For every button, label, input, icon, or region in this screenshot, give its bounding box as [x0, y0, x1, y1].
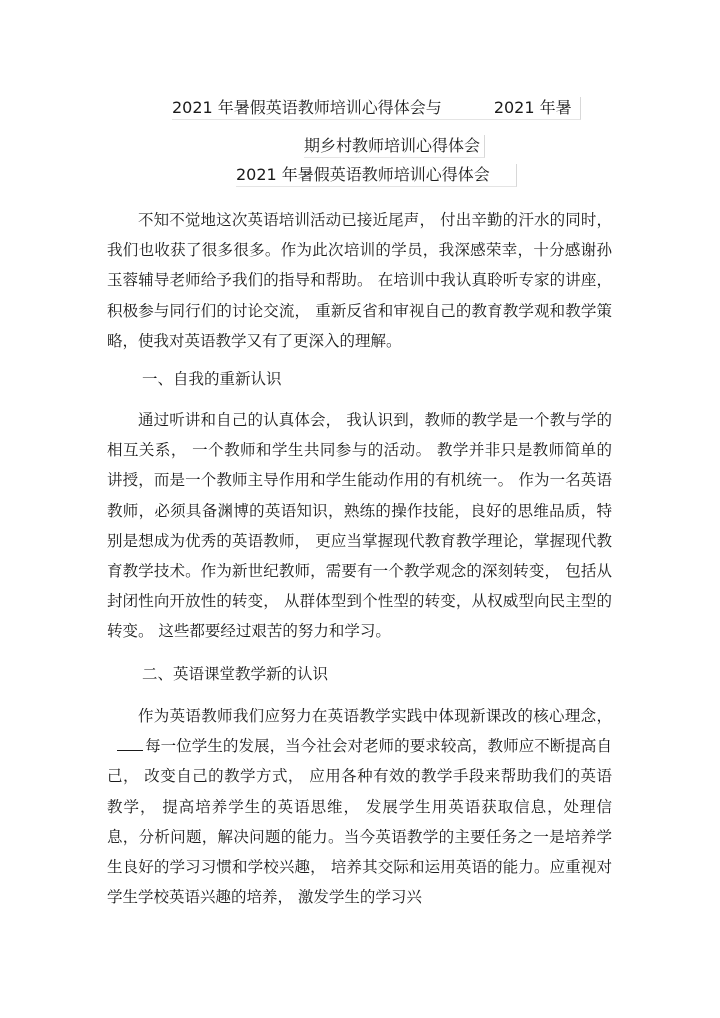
paragraph-classroom-teaching	[107, 701, 612, 912]
paragraph-introduction	[107, 205, 612, 356]
title-line-1-part-b: 2021 年暑	[493, 98, 572, 117]
paragraph-text: 通过听讲和自己的认真体会， 我认识到，教师的教学是一个教与学的相互关系， 一个教师和学生共同参与的活动。 教学并非只是教师简单的讲授，而是一个教师主导作用和学生能动作用的有机统一。 作为一名英语教师，必须具备渊博的英语知识，熟练的操作技能，良好的思维品质，特别是想成为优秀的英语教师， 更应当掌握现代教育教学理论，掌握现代教育教学技术。作为新世纪教师，需要有一个教学观念的深刻转变， 包括从封闭性向开放性的转变， 从群体型到个性型的转变，从权威型向民主型的转变。 这些都要经过艰苦的努力和学习。	[107, 411, 612, 641]
document-title-line-1	[172, 97, 581, 120]
document-title-line-2: 期乡村教师培训心得体会	[304, 135, 485, 158]
document-subtitle: 2021 年暑假英语教师培训心得体会	[236, 164, 517, 187]
section-heading-1: 一、自我的重新认识	[142, 370, 282, 388]
paragraph-text-after-blank: 每一位学生的发展，当今社会对老师的要求较高，教师应不断提高自己， 改变自己的教学方式， 应用各种有效的教学手段来帮助我们的英语教学， 提高培养学生的英语思维， 发展学生用英语获取信息，处理信息，分析问题，解决问题的能力。当今英语教学的主要任务之一是培养学生良好的学习习惯和学校兴趣， 培养其交际和运用英语的能力。应重视对学生学校英语兴趣的培养， 激发学生的学习兴	[107, 737, 612, 907]
paragraph-text: 不知不觉地这次英语培训活动已接近尾声， 付出辛勤的汗水的同时，我们也收获了很多很多。作为此次培训的学员，我深感荣幸，十分感谢孙玉蓉辅导老师给予我们的指导和帮助。 在培训中我认真聆听专家的讲座，积极参与同行们的讨论交流， 重新反省和审视自己的教育教学观和教学策略，使我对英语教学又有了更深入的理解。	[107, 211, 612, 350]
paragraph-self-recognition	[107, 405, 612, 647]
fill-in-blank	[117, 736, 143, 751]
paragraph-text	[107, 701, 612, 912]
title-line-1-part-a: 2021 年暑假英语教师培训心得体会与	[172, 98, 442, 117]
paragraph-text-before-blank: 作为英语教师我们应努力在英语教学实践中体现新课改的核心理念，	[138, 707, 612, 725]
section-heading-2: 二、英语课堂教学新的认识	[142, 665, 329, 683]
